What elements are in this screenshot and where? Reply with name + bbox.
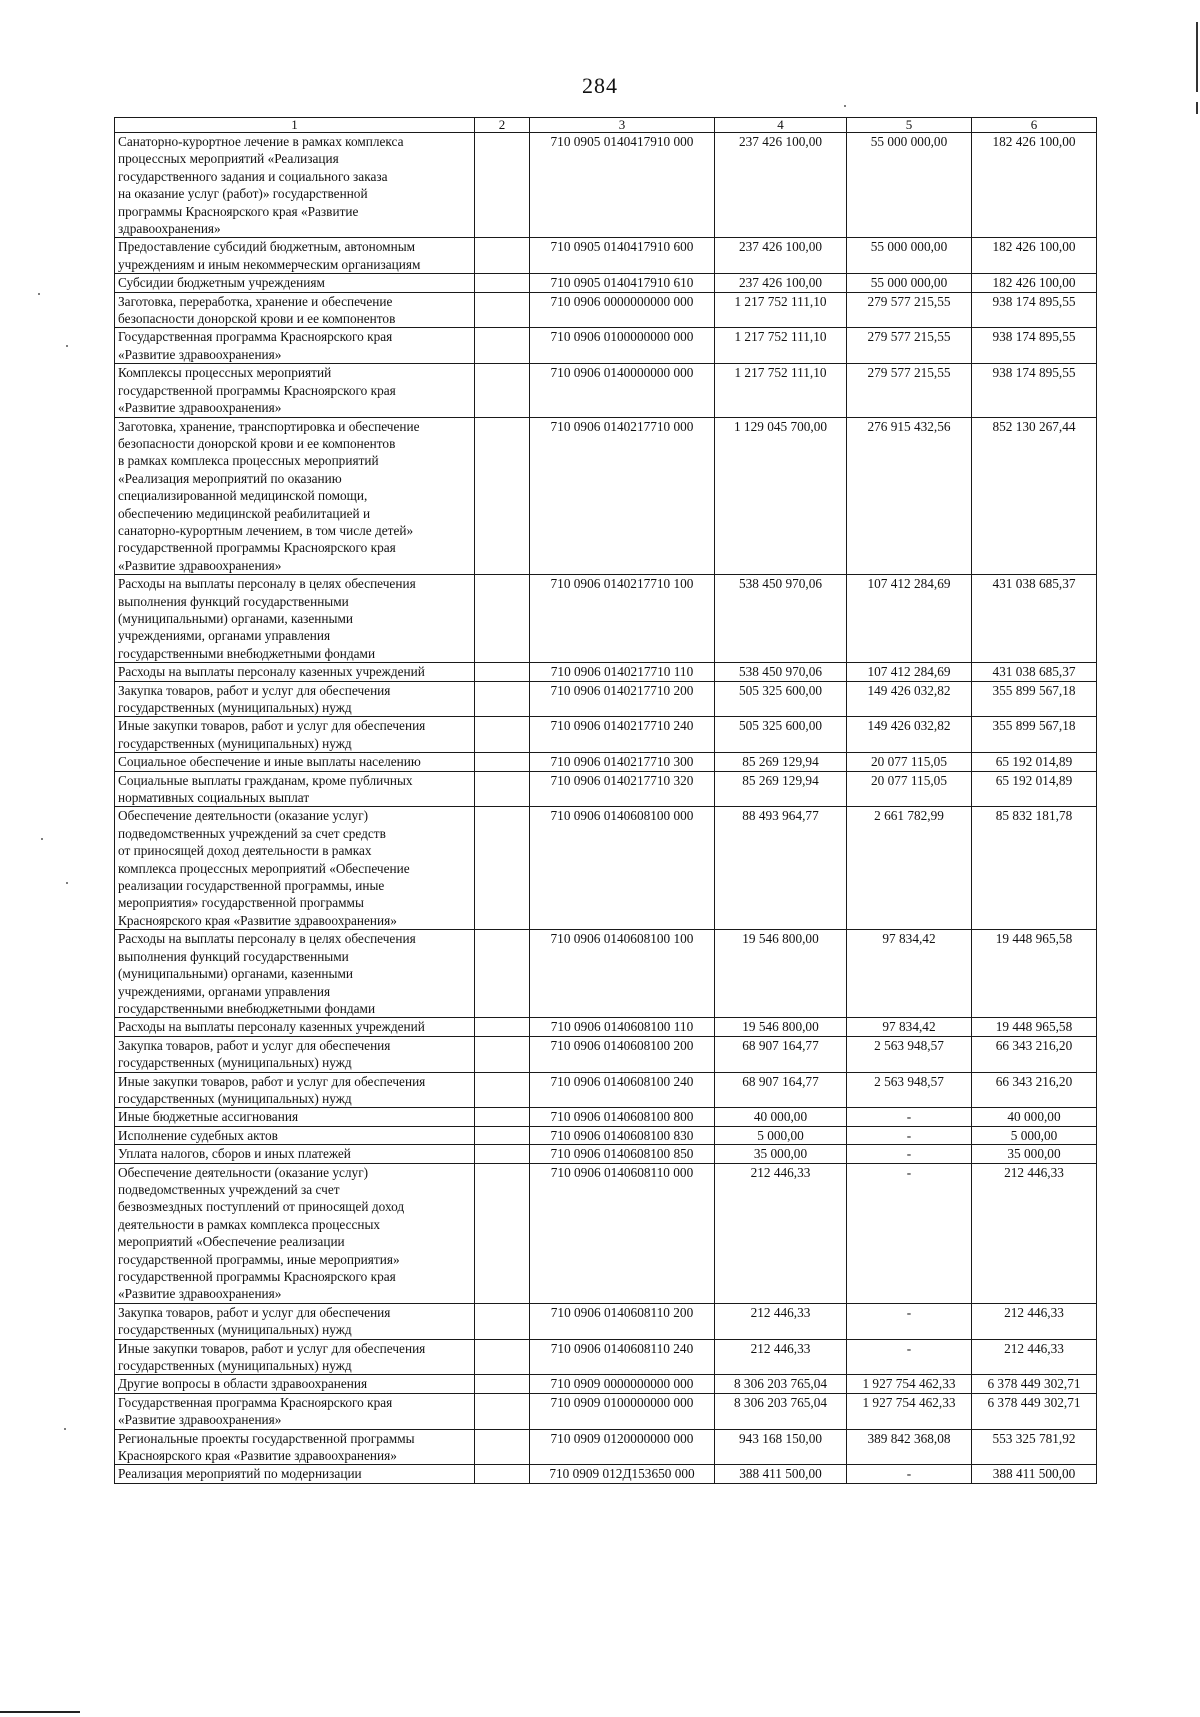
page-number: 284 (582, 73, 618, 98)
row-name-line: учреждениями, органами управления (118, 628, 331, 644)
row-col2-cell (475, 1036, 530, 1072)
row-name-line: Социальные выплаты гражданам, кроме публичных (118, 772, 413, 788)
table-row (115, 1108, 1097, 1126)
row-value5-cell: 1 927 754 462,33 (847, 1393, 972, 1429)
row-value5-cell: 55 000 000,00 (847, 274, 972, 292)
row-value5-cell: 2 563 948,57 (847, 1036, 972, 1072)
table-row (115, 1393, 1097, 1429)
row-code-cell: 710 0909 0000000000 000 (530, 1375, 715, 1393)
row-value6-cell: 938 174 895,55 (972, 328, 1097, 364)
row-code-cell: 710 0905 0140417910 000 (530, 133, 715, 238)
table-row (115, 1375, 1097, 1393)
row-name-line: безопасности донорской крови и ее компонентов (118, 311, 396, 327)
row-name-line: Обеспечение деятельности (оказание услуг) (118, 1164, 369, 1180)
row-code-cell: 710 0906 0100000000 000 (530, 328, 715, 364)
row-name-line: учреждениями, органами управления (118, 983, 331, 999)
row-value5-cell: 149 426 032,82 (847, 717, 972, 753)
row-col2-cell (475, 292, 530, 328)
row-code-cell: 710 0906 0140608110 200 (530, 1303, 715, 1339)
row-code-cell: 710 0906 0140217710 320 (530, 771, 715, 807)
row-name-line: Региональные проекты государственной программы (118, 1430, 415, 1446)
row-col2-cell (475, 274, 530, 292)
header-cell: 3 (530, 118, 715, 133)
row-name-line: Реализация мероприятий по модернизации (118, 1466, 362, 1482)
row-name-line: Закупка товаров, работ и услуг для обеспечения (118, 1037, 391, 1053)
row-name-line: программы Красноярского края «Развитие (118, 203, 359, 219)
row-value6-cell: 212 446,33 (972, 1303, 1097, 1339)
row-value4-cell: 212 446,33 (715, 1163, 847, 1303)
table-row (115, 292, 1097, 328)
row-col2-cell (475, 238, 530, 274)
row-name-line: «Развитие здравоохранения» (118, 400, 282, 416)
row-name-line: Заготовка, хранение, транспортировка и обеспечение (118, 418, 420, 434)
row-value6-cell: 212 446,33 (972, 1163, 1097, 1303)
row-name-cell (115, 364, 475, 417)
row-value6-cell: 212 446,33 (972, 1339, 1097, 1375)
row-value5-cell: 279 577 215,55 (847, 292, 972, 328)
row-name-line: (муниципальными) органами, казенными (118, 966, 353, 982)
row-value4-cell: 35 000,00 (715, 1145, 847, 1163)
header-cell: 4 (715, 118, 847, 133)
table-row (115, 663, 1097, 681)
row-name-cell (115, 1163, 475, 1303)
row-name-cell (115, 133, 475, 238)
row-value6-cell: 431 038 685,37 (972, 575, 1097, 663)
row-value4-cell: 388 411 500,00 (715, 1465, 847, 1483)
row-col2-cell (475, 417, 530, 575)
row-value4-cell: 85 269 129,94 (715, 753, 847, 771)
row-col2-cell (475, 663, 530, 681)
row-name-line: здравоохранения» (118, 221, 221, 237)
row-name-line: от приносящей доход деятельности в рамках (118, 843, 372, 859)
row-value4-cell: 505 325 600,00 (715, 717, 847, 753)
row-name-cell (115, 1108, 475, 1126)
row-value6-cell: 355 899 567,18 (972, 717, 1097, 753)
row-col2-cell (475, 133, 530, 238)
table-row (115, 1145, 1097, 1163)
row-value4-cell: 19 546 800,00 (715, 930, 847, 1018)
row-col2-cell (475, 575, 530, 663)
row-name-cell (115, 1145, 475, 1163)
row-name-line: Иные бюджетные ассигнования (118, 1109, 299, 1125)
row-value5-cell: - (847, 1145, 972, 1163)
header-row (115, 118, 1097, 133)
row-code-cell: 710 0906 0140608110 000 (530, 1163, 715, 1303)
row-value4-cell: 237 426 100,00 (715, 238, 847, 274)
row-name-line: в рамках комплекса процессных мероприятий (118, 453, 379, 469)
row-col2-cell (475, 1126, 530, 1144)
row-name-cell (115, 274, 475, 292)
table-row (115, 753, 1097, 771)
row-name-line: Красноярского края «Развитие здравоохранения» (118, 1448, 397, 1464)
row-name-cell (115, 663, 475, 681)
row-name-line: Субсидии бюджетным учреждениям (118, 275, 325, 291)
row-name-line: Расходы на выплаты персоналу казенных учреждений (118, 664, 425, 680)
row-name-line: процессных мероприятий «Реализация (118, 151, 339, 167)
row-col2-cell (475, 1145, 530, 1163)
row-code-cell: 710 0906 0140608100 200 (530, 1036, 715, 1072)
row-name-line: специализированной медицинской помощи, (118, 488, 368, 504)
row-col2-cell (475, 1303, 530, 1339)
row-name-line: государственных (муниципальных) нужд (118, 1090, 352, 1106)
row-value6-cell: 938 174 895,55 (972, 364, 1097, 417)
row-col2-cell (475, 1393, 530, 1429)
row-value5-cell: 279 577 215,55 (847, 328, 972, 364)
row-name-cell (115, 1303, 475, 1339)
row-name-line: государственными внебюджетными фондами (118, 645, 376, 661)
row-name-line: «Развитие здравоохранения» (118, 1412, 282, 1428)
row-value5-cell: 107 412 284,69 (847, 575, 972, 663)
row-code-cell: 710 0906 0140608100 100 (530, 930, 715, 1018)
row-name-cell (115, 753, 475, 771)
row-value4-cell: 943 168 150,00 (715, 1429, 847, 1465)
row-value5-cell: 149 426 032,82 (847, 681, 972, 717)
row-value6-cell: 852 130 267,44 (972, 417, 1097, 575)
row-value4-cell: 68 907 164,77 (715, 1036, 847, 1072)
table-row (115, 364, 1097, 417)
row-col2-cell (475, 364, 530, 417)
row-name-cell (115, 1072, 475, 1108)
table-row (115, 328, 1097, 364)
row-value4-cell: 1 217 752 111,10 (715, 364, 847, 417)
row-name-cell (115, 717, 475, 753)
row-name-line: государственных (муниципальных) нужд (118, 735, 352, 751)
row-name-cell (115, 1036, 475, 1072)
table-row (115, 1163, 1097, 1303)
row-name-line: государственного задания и социального заказа (118, 168, 388, 184)
row-name-line: (муниципальными) органами, казенными (118, 610, 353, 626)
header-cell: 2 (475, 118, 530, 133)
row-name-line: Иные закупки товаров, работ и услуг для обеспечения (118, 1073, 426, 1089)
row-code-cell: 710 0906 0140608100 830 (530, 1126, 715, 1144)
row-value6-cell: 5 000,00 (972, 1126, 1097, 1144)
row-value5-cell: 55 000 000,00 (847, 133, 972, 238)
row-name-cell (115, 292, 475, 328)
row-name-line: Красноярского края «Развитие здравоохранения» (118, 912, 397, 928)
row-name-line: деятельности в рамках комплекса процессных (118, 1216, 381, 1232)
row-name-line: государственной программы Красноярского края (118, 1269, 396, 1284)
row-col2-cell (475, 681, 530, 717)
row-name-line: комплекса процессных мероприятий «Обеспечение (118, 860, 410, 876)
row-name-line: Заготовка, переработка, хранение и обеспечение (118, 293, 393, 309)
row-name-line: мероприятия» государственной программы (118, 895, 364, 911)
row-name-cell (115, 1375, 475, 1393)
header-cell: 1 (115, 118, 475, 133)
row-name-line: нормативных социальных выплат (118, 790, 310, 806)
row-value5-cell: 20 077 115,05 (847, 771, 972, 807)
row-value4-cell: 237 426 100,00 (715, 133, 847, 238)
row-name-line: выполнения функций государственными (118, 593, 349, 609)
row-value6-cell: 182 426 100,00 (972, 274, 1097, 292)
row-col2-cell (475, 1108, 530, 1126)
row-col2-cell (475, 1465, 530, 1483)
row-name-line: Расходы на выплаты персоналу в целях обеспечения (118, 576, 416, 592)
row-code-cell: 710 0906 0140217710 000 (530, 417, 715, 575)
row-value5-cell: - (847, 1108, 972, 1126)
row-code-cell: 710 0906 0140217710 240 (530, 717, 715, 753)
row-name-line: обеспечению медицинской реабилитацией и (118, 505, 371, 521)
row-name-line: Обеспечение деятельности (оказание услуг) (118, 808, 369, 824)
row-name-cell (115, 681, 475, 717)
table-row (115, 1018, 1097, 1036)
row-value4-cell: 40 000,00 (715, 1108, 847, 1126)
row-code-cell: 710 0906 0140608100 850 (530, 1145, 715, 1163)
row-value5-cell: 2 661 782,99 (847, 807, 972, 930)
row-name-line: Другие вопросы в области здравоохранения (118, 1376, 368, 1392)
row-code-cell: 710 0906 0140608100 000 (530, 807, 715, 930)
row-name-cell (115, 771, 475, 807)
row-name-line: Закупка товаров, работ и услуг для обеспечения (118, 1304, 391, 1320)
table-row (115, 930, 1097, 1018)
row-value5-cell: - (847, 1126, 972, 1144)
row-code-cell: 710 0905 0140417910 600 (530, 238, 715, 274)
row-value4-cell: 1 217 752 111,10 (715, 328, 847, 364)
row-name-line: Иные закупки товаров, работ и услуг для обеспечения (118, 718, 426, 734)
scan-speck (844, 105, 846, 107)
row-name-line: подведомственных учреждений за счет средств (118, 825, 386, 841)
row-value6-cell: 65 192 014,89 (972, 771, 1097, 807)
row-value5-cell: 279 577 215,55 (847, 364, 972, 417)
table-row (115, 274, 1097, 292)
row-name-cell (115, 417, 475, 575)
table-row (115, 238, 1097, 274)
row-value4-cell: 8 306 203 765,04 (715, 1375, 847, 1393)
table-row (115, 1072, 1097, 1108)
row-name-cell (115, 807, 475, 930)
row-name-line: «Развитие здравоохранения» (118, 1286, 282, 1302)
row-value5-cell: 2 563 948,57 (847, 1072, 972, 1108)
row-value4-cell: 212 446,33 (715, 1339, 847, 1375)
row-col2-cell (475, 1018, 530, 1036)
row-name-line: на оказание услуг (работ)» государственной (118, 186, 368, 202)
row-name-line: государственной программы, иные мероприятия» (118, 1251, 400, 1267)
row-value4-cell: 505 325 600,00 (715, 681, 847, 717)
row-value4-cell: 1 129 045 700,00 (715, 417, 847, 575)
row-value4-cell: 237 426 100,00 (715, 274, 847, 292)
row-code-cell: 710 0906 0140000000 000 (530, 364, 715, 417)
table-row (115, 1465, 1097, 1483)
row-name-cell (115, 328, 475, 364)
row-value4-cell: 5 000,00 (715, 1126, 847, 1144)
row-value5-cell: 107 412 284,69 (847, 663, 972, 681)
row-name-line: «Развитие здравоохранения» (118, 346, 282, 362)
row-value6-cell: 182 426 100,00 (972, 238, 1097, 274)
row-code-cell: 710 0906 0140217710 110 (530, 663, 715, 681)
row-name-cell (115, 1465, 475, 1483)
row-value6-cell: 938 174 895,55 (972, 292, 1097, 328)
row-value4-cell: 19 546 800,00 (715, 1018, 847, 1036)
scan-speck (41, 838, 43, 840)
scan-speck (66, 345, 68, 347)
row-name-cell (115, 1429, 475, 1465)
scan-speck (66, 882, 68, 884)
row-value6-cell: 6 378 449 302,71 (972, 1375, 1097, 1393)
row-value6-cell: 19 448 965,58 (972, 1018, 1097, 1036)
table-row (115, 1126, 1097, 1144)
row-name-line: Закупка товаров, работ и услуг для обеспечения (118, 682, 391, 698)
row-name-line: Уплата налогов, сборов и иных платежей (118, 1146, 351, 1162)
scan-edge-mark (1196, 102, 1198, 114)
row-name-line: Иные закупки товаров, работ и услуг для обеспечения (118, 1340, 426, 1356)
row-name-line: Исполнение судебных актов (118, 1127, 278, 1143)
row-col2-cell (475, 1429, 530, 1465)
row-code-cell: 710 0909 0100000000 000 (530, 1393, 715, 1429)
row-value6-cell: 66 343 216,20 (972, 1036, 1097, 1072)
row-col2-cell (475, 328, 530, 364)
row-name-cell (115, 930, 475, 1018)
row-col2-cell (475, 1339, 530, 1375)
row-value6-cell: 553 325 781,92 (972, 1429, 1097, 1465)
row-name-line: безопасности донорской крови и ее компонентов (118, 435, 396, 451)
row-value6-cell: 40 000,00 (972, 1108, 1097, 1126)
row-name-cell (115, 1339, 475, 1375)
header-cell: 5 (847, 118, 972, 133)
row-code-cell: 710 0906 0000000000 000 (530, 292, 715, 328)
scan-speck (64, 1428, 66, 1430)
row-code-cell: 710 0909 012Д153650 000 (530, 1465, 715, 1483)
row-value6-cell: 355 899 567,18 (972, 681, 1097, 717)
row-code-cell: 710 0906 0140608110 240 (530, 1339, 715, 1375)
row-value6-cell: 388 411 500,00 (972, 1465, 1097, 1483)
row-value4-cell: 68 907 164,77 (715, 1072, 847, 1108)
row-name-line: подведомственных учреждений за счет (118, 1181, 340, 1197)
row-code-cell: 710 0906 0140608100 240 (530, 1072, 715, 1108)
row-value5-cell: - (847, 1163, 972, 1303)
row-name-line: реализации государственной программы, иные (118, 878, 385, 894)
row-value5-cell: 97 834,42 (847, 1018, 972, 1036)
row-name-line: государственных (муниципальных) нужд (118, 1358, 352, 1374)
row-name-line: безвозмездных поступлений от приносящей доход (118, 1199, 405, 1215)
row-value6-cell: 35 000,00 (972, 1145, 1097, 1163)
row-value6-cell: 6 378 449 302,71 (972, 1393, 1097, 1429)
row-code-cell: 710 0905 0140417910 610 (530, 274, 715, 292)
table-row (115, 417, 1097, 575)
row-name-cell (115, 1126, 475, 1144)
row-code-cell: 710 0906 0140217710 300 (530, 753, 715, 771)
row-value5-cell: 20 077 115,05 (847, 753, 972, 771)
row-code-cell: 710 0906 0140217710 200 (530, 681, 715, 717)
row-value5-cell: 97 834,42 (847, 930, 972, 1018)
row-value6-cell: 182 426 100,00 (972, 133, 1097, 238)
table-row (115, 681, 1097, 717)
row-name-line: Предоставление субсидий бюджетным, автономным (118, 239, 416, 255)
row-value4-cell: 538 450 970,06 (715, 663, 847, 681)
table-row (115, 1339, 1097, 1375)
row-value5-cell: - (847, 1303, 972, 1339)
row-name-cell (115, 1393, 475, 1429)
row-col2-cell (475, 753, 530, 771)
table-row (115, 1429, 1097, 1465)
row-value6-cell: 85 832 181,78 (972, 807, 1097, 930)
row-value4-cell: 1 217 752 111,10 (715, 292, 847, 328)
row-value6-cell: 65 192 014,89 (972, 753, 1097, 771)
row-value4-cell: 212 446,33 (715, 1303, 847, 1339)
header-cell: 6 (972, 118, 1097, 133)
row-name-cell (115, 1018, 475, 1036)
table-row (115, 771, 1097, 807)
row-value6-cell: 66 343 216,20 (972, 1072, 1097, 1108)
row-name-line: Расходы на выплаты персоналу казенных учреждений (118, 1019, 425, 1035)
row-name-line: Социальное обеспечение и иные выплаты населению (118, 754, 421, 770)
row-name-line: «Реализация мероприятий по оказанию (118, 470, 342, 486)
scan-speck (38, 293, 40, 295)
row-name-line: государственных (муниципальных) нужд (118, 1055, 352, 1071)
row-value4-cell: 538 450 970,06 (715, 575, 847, 663)
row-value5-cell: - (847, 1339, 972, 1375)
scan-bottom-rule (0, 1711, 80, 1713)
row-value5-cell: - (847, 1465, 972, 1483)
row-name-line: «Развитие здравоохранения» (118, 557, 282, 573)
row-col2-cell (475, 1072, 530, 1108)
row-name-line: Комплексы процессных мероприятий (118, 365, 332, 381)
row-name-line: учреждениям и иным некоммерческим организациям (118, 256, 421, 272)
row-value5-cell: 276 915 432,56 (847, 417, 972, 575)
row-name-line: государственных (муниципальных) нужд (118, 1322, 352, 1338)
row-code-cell: 710 0906 0140217710 100 (530, 575, 715, 663)
row-col2-cell (475, 1163, 530, 1303)
row-value4-cell: 8 306 203 765,04 (715, 1393, 847, 1429)
table-row (115, 1036, 1097, 1072)
row-name-line: Расходы на выплаты персоналу в целях обеспечения (118, 931, 416, 947)
row-value5-cell: 1 927 754 462,33 (847, 1375, 972, 1393)
row-name-cell (115, 575, 475, 663)
row-name-line: государственных (муниципальных) нужд (118, 700, 352, 715)
row-value6-cell: 431 038 685,37 (972, 663, 1097, 681)
row-value4-cell: 88 493 964,77 (715, 807, 847, 930)
row-name-line: выполнения функций государственными (118, 948, 349, 964)
row-name-line: Санаторно-курортное лечение в рамках комплекса (118, 134, 404, 149)
row-col2-cell (475, 771, 530, 807)
row-value5-cell: 55 000 000,00 (847, 238, 972, 274)
row-name-line: мероприятий «Обеспечение реализации (118, 1234, 345, 1250)
row-value6-cell: 19 448 965,58 (972, 930, 1097, 1018)
row-col2-cell (475, 717, 530, 753)
row-name-line: государственной программы Красноярского края (118, 540, 396, 556)
row-name-cell (115, 238, 475, 274)
row-col2-cell (475, 807, 530, 930)
row-name-line: Государственная программа Красноярского края (118, 1394, 393, 1410)
scan-edge-mark (1196, 22, 1198, 92)
row-col2-cell (475, 930, 530, 1018)
table-row (115, 133, 1097, 238)
table-row (115, 575, 1097, 663)
row-code-cell: 710 0909 0120000000 000 (530, 1429, 715, 1465)
row-name-line: Государственная программа Красноярского края (118, 329, 393, 345)
row-value4-cell: 85 269 129,94 (715, 771, 847, 807)
table-row (115, 807, 1097, 930)
row-code-cell: 710 0906 0140608100 110 (530, 1018, 715, 1036)
budget-table (114, 117, 1097, 1484)
row-name-line: санаторно-курортным лечением, в том числе детей» (118, 522, 414, 538)
table-body (115, 118, 1097, 1484)
row-value5-cell: 389 842 368,08 (847, 1429, 972, 1465)
table-row (115, 1303, 1097, 1339)
row-name-line: государственной программы Красноярского края (118, 382, 396, 398)
row-col2-cell (475, 1375, 530, 1393)
row-code-cell: 710 0906 0140608100 800 (530, 1108, 715, 1126)
table-row (115, 717, 1097, 753)
row-name-line: государственными внебюджетными фондами (118, 1000, 376, 1016)
